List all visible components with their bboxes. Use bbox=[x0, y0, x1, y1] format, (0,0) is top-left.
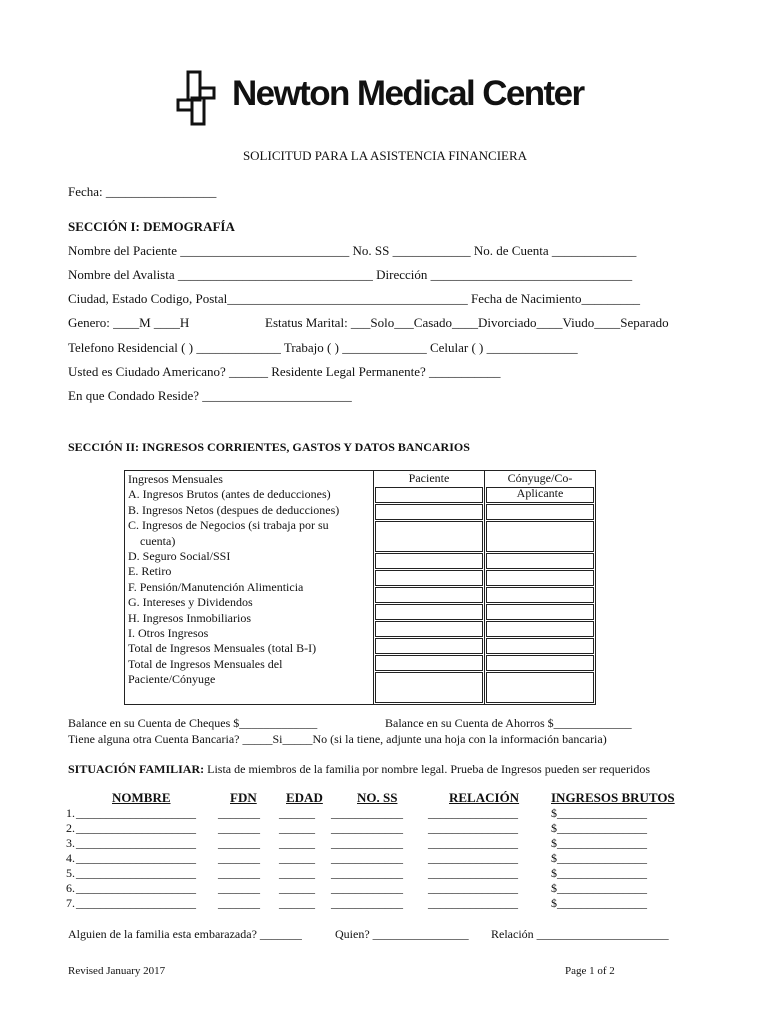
spouse-input-d[interactable] bbox=[486, 553, 594, 569]
patient-input-i[interactable] bbox=[375, 638, 483, 654]
family-row-ingresos-field-1[interactable]: $_______________ bbox=[551, 806, 647, 820]
family-row-fdn-field-5[interactable]: _______ bbox=[218, 866, 260, 880]
date-field[interactable]: Fecha: _________________ bbox=[68, 184, 217, 199]
patient-input-a[interactable] bbox=[375, 487, 483, 503]
spouse-input-b[interactable] bbox=[486, 504, 594, 520]
family-row-ingresos-field-6[interactable]: $_______________ bbox=[551, 881, 647, 895]
family-row-nombre-field-2[interactable]: ____________________ bbox=[76, 821, 196, 835]
family-row-ingresos-field-5[interactable]: $_______________ bbox=[551, 866, 647, 880]
income-row-i: I. Otros Ingresos bbox=[128, 626, 209, 641]
family-row-ingresos-field-3[interactable]: $_______________ bbox=[551, 836, 647, 850]
col-fdn: FDN bbox=[230, 790, 257, 805]
spouse-input-f[interactable] bbox=[486, 587, 594, 603]
patient-input-g[interactable] bbox=[375, 604, 483, 620]
family-row-number-4: 4. bbox=[66, 851, 75, 865]
spouse-input-total-combined[interactable] bbox=[486, 672, 594, 703]
family-row-ss-field-5[interactable]: ____________ bbox=[331, 866, 403, 880]
patient-input-b[interactable] bbox=[375, 504, 483, 520]
col-relacion: RELACIÓN bbox=[449, 790, 520, 805]
citizenship-line[interactable]: Usted es Ciudado Americano? ______ Residente Legal Permanente? ___________ bbox=[68, 364, 501, 379]
who-field[interactable]: Quien? ________________ bbox=[335, 927, 469, 941]
income-row-a: A. Ingresos Brutos (antes de deducciones) bbox=[128, 487, 331, 502]
section2-heading: SECCIÓN II: INGRESOS CORRIENTES, GASTOS Y DATOS BANCARIOS bbox=[68, 440, 470, 454]
col-nombre: NOMBRE bbox=[112, 790, 171, 805]
patient-input-e[interactable] bbox=[375, 570, 483, 586]
spouse-input-c[interactable] bbox=[486, 521, 594, 552]
cross-logo-icon bbox=[170, 68, 230, 130]
family-row-relacion-field-2[interactable]: _______________ bbox=[428, 821, 518, 835]
family-row-ss-field-4[interactable]: ____________ bbox=[331, 851, 403, 865]
income-row-total-combined-cont: Paciente/Cónyuge bbox=[128, 672, 216, 687]
brand-name: Newton Medical Center bbox=[232, 74, 584, 113]
family-row-relacion-field-3[interactable]: _______________ bbox=[428, 836, 518, 850]
patient-input-total-combined[interactable] bbox=[375, 672, 483, 703]
family-row-fdn-field-7[interactable]: _______ bbox=[218, 896, 260, 910]
income-row-total: Total de Ingresos Mensuales (total B-I) bbox=[128, 641, 317, 656]
family-row-number-2: 2. bbox=[66, 821, 75, 835]
marital-status-line[interactable]: Estatus Marital: ___Solo___Casado____Divorciado____Viudo____Separado bbox=[265, 315, 669, 330]
family-row-edad-field-1[interactable]: ______ bbox=[279, 806, 315, 820]
income-row-f: F. Pensión/Manutención Alimenticia bbox=[128, 579, 304, 594]
family-heading-rest: Lista de miembros de la familia por nombre legal. Prueba de Ingresos pueden ser requeridos bbox=[204, 762, 650, 776]
family-row-edad-field-4[interactable]: ______ bbox=[279, 851, 315, 865]
family-row-ingresos-field-4[interactable]: $_______________ bbox=[551, 851, 647, 865]
phone-line[interactable]: Telefono Residencial ( ) _____________ Trabajo ( ) _____________ Celular ( ) ______________ bbox=[68, 340, 578, 355]
savings-balance-field[interactable]: Balance en su Cuenta de Ahorros $_____________ bbox=[385, 716, 632, 730]
spouse-input-g[interactable] bbox=[486, 604, 594, 620]
family-heading bbox=[68, 762, 650, 777]
patient-input-f[interactable] bbox=[375, 587, 483, 603]
family-row-edad-field-6[interactable]: ______ bbox=[279, 881, 315, 895]
col-ingresos: INGRESOS BRUTOS bbox=[551, 790, 675, 805]
income-row-e: E. Retiro bbox=[128, 564, 172, 579]
income-row-g: G. Intereses y Dividendos bbox=[128, 595, 253, 610]
guarantor-line[interactable]: Nombre del Avalista ______________________________ Dirección _______________________________ bbox=[68, 267, 633, 282]
spouse-input-total[interactable] bbox=[486, 655, 594, 671]
patient-name-line[interactable]: Nombre del Paciente __________________________ No. SS ____________ No. de Cuenta _____________ bbox=[68, 243, 637, 258]
family-row-nombre-field-4[interactable]: ____________________ bbox=[76, 851, 196, 865]
family-row-fdn-field-6[interactable]: _______ bbox=[218, 881, 260, 895]
income-row-h: H. Ingresos Inmobiliarios bbox=[128, 610, 251, 625]
other-account-field[interactable]: Tiene alguna otra Cuenta Bancaria? _____Si_____No (si la tiene, adjunte una hoja con la información bancaria) bbox=[68, 732, 607, 746]
family-row-nombre-field-3[interactable]: ____________________ bbox=[76, 836, 196, 850]
spouse-col-header: Cónyuge/Co-Aplicante bbox=[507, 471, 573, 500]
family-row-nombre-field-1[interactable]: ____________________ bbox=[76, 806, 196, 820]
family-row-ss-field-7[interactable]: ____________ bbox=[331, 896, 403, 910]
patient-input-h[interactable] bbox=[375, 621, 483, 637]
patient-input-d[interactable] bbox=[375, 553, 483, 569]
income-row-c-cont: cuenta) bbox=[140, 533, 176, 548]
section1-heading: SECCIÓN I: DEMOGRAFÍA bbox=[68, 219, 235, 234]
family-row-edad-field-5[interactable]: ______ bbox=[279, 866, 315, 880]
income-row-d: D. Seguro Social/SSI bbox=[128, 549, 231, 564]
city-state-line[interactable]: Ciudad, Estado Codigo, Postal_____________________________________ Fecha de Nacimiento_________ bbox=[68, 291, 640, 306]
income-row-b: B. Ingresos Netos (despues de deducciones) bbox=[128, 502, 340, 517]
family-row-relacion-field-1[interactable]: _______________ bbox=[428, 806, 518, 820]
family-row-ingresos-field-7[interactable]: $_______________ bbox=[551, 896, 647, 910]
relation-field[interactable]: Relación ______________________ bbox=[491, 927, 669, 941]
patient-input-total[interactable] bbox=[375, 655, 483, 671]
patient-input-c[interactable] bbox=[375, 521, 483, 552]
family-row-nombre-field-7[interactable]: ____________________ bbox=[76, 896, 196, 910]
page-number: Page 1 of 2 bbox=[565, 965, 615, 977]
income-label-header: Ingresos Mensuales bbox=[128, 472, 223, 486]
family-row-nombre-field-6[interactable]: ____________________ bbox=[76, 881, 196, 895]
spouse-input-i[interactable] bbox=[486, 638, 594, 654]
income-row-total-combined: Total de Ingresos Mensuales del bbox=[128, 656, 283, 671]
family-row-relacion-field-6[interactable]: _______________ bbox=[428, 881, 518, 895]
family-row-fdn-field-3[interactable]: _______ bbox=[218, 836, 260, 850]
checking-balance-field[interactable]: Balance en su Cuenta de Cheques $_____________ bbox=[68, 716, 318, 730]
family-row-number-7: 7. bbox=[66, 896, 75, 910]
county-line[interactable]: En que Condado Reside? _______________________ bbox=[68, 388, 352, 403]
income-labels bbox=[125, 471, 374, 705]
patient-column bbox=[374, 471, 485, 705]
family-row-ss-field-1[interactable]: ____________ bbox=[331, 806, 403, 820]
family-row-relacion-field-4[interactable]: _______________ bbox=[428, 851, 518, 865]
col-no-ss: NO. SS bbox=[357, 790, 398, 805]
family-row-number-6: 6. bbox=[66, 881, 75, 895]
family-row-nombre-field-5[interactable]: ____________________ bbox=[76, 866, 196, 880]
family-row-ingresos-field-2[interactable]: $_______________ bbox=[551, 821, 647, 835]
family-row-relacion-field-7[interactable]: _______________ bbox=[428, 896, 518, 910]
income-table bbox=[124, 470, 596, 705]
spouse-input-e[interactable] bbox=[486, 570, 594, 586]
family-row-edad-field-7[interactable]: ______ bbox=[279, 896, 315, 910]
family-row-fdn-field-2[interactable]: _______ bbox=[218, 821, 260, 835]
col-edad: EDAD bbox=[286, 790, 323, 805]
gender-line[interactable]: Genero: ____M ____H bbox=[68, 315, 190, 330]
patient-col-header: Paciente bbox=[408, 471, 450, 485]
pregnancy-field[interactable]: Alguien de la familia esta embarazada? _______ bbox=[68, 927, 302, 941]
family-row-edad-field-2[interactable]: ______ bbox=[279, 821, 315, 835]
income-row-c: C. Ingresos de Negocios (si trabaja por su bbox=[128, 518, 329, 533]
form-title: SOLICITUD PARA LA ASISTENCIA FINANCIERA bbox=[242, 148, 528, 163]
family-row-relacion-field-5[interactable]: _______________ bbox=[428, 866, 518, 880]
family-row-fdn-field-4[interactable]: _______ bbox=[218, 851, 260, 865]
revised-date: Revised January 2017 bbox=[68, 965, 166, 977]
family-row-number-5: 5. bbox=[66, 866, 75, 880]
spouse-input-h[interactable] bbox=[486, 621, 594, 637]
spouse-column bbox=[485, 471, 596, 705]
family-row-number-1: 1. bbox=[66, 806, 75, 820]
family-row-number-3: 3. bbox=[66, 836, 75, 850]
family-row-ss-field-6[interactable]: ____________ bbox=[331, 881, 403, 895]
family-row-ss-field-3[interactable]: ____________ bbox=[331, 836, 403, 850]
family-row-edad-field-3[interactable]: ______ bbox=[279, 836, 315, 850]
family-row-fdn-field-1[interactable]: _______ bbox=[218, 806, 260, 820]
family-row-ss-field-2[interactable]: ____________ bbox=[331, 821, 403, 835]
family-heading-bold: SITUACIÓN FAMILIAR: bbox=[68, 762, 205, 776]
